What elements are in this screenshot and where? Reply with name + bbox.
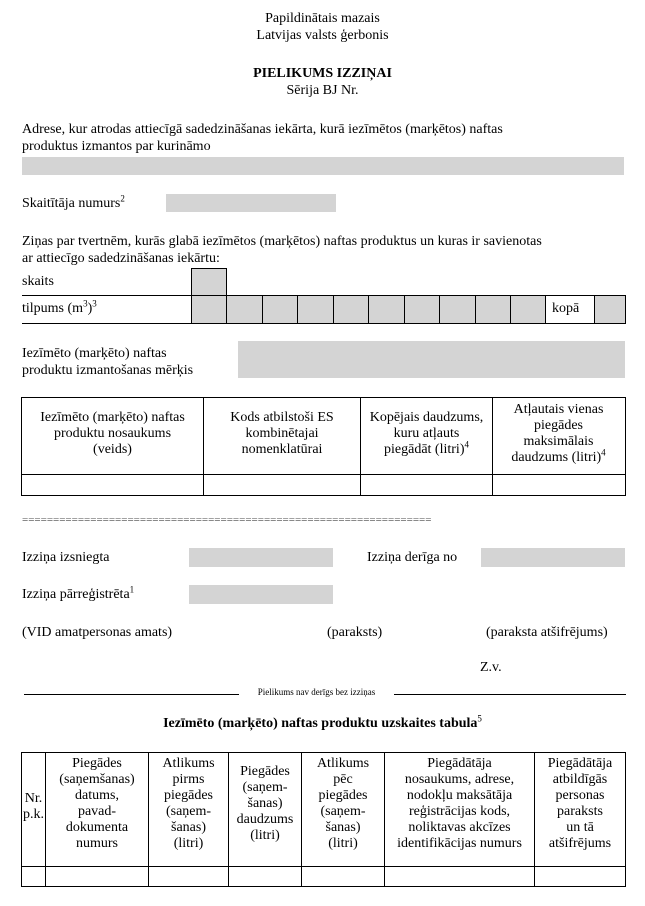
page-title: PIELIKUMS IZZIŅAI [253, 66, 392, 81]
tank-grid-line [368, 296, 369, 323]
col-supplier-signature-header: Piegādātāja atbildīgās personas paraksts un tā atšifrējums [547, 756, 613, 851]
col-balance-after-header: Atlikums pēc piegādes (saņem- šanas) (litri) [316, 756, 370, 851]
tank-grid-line [475, 296, 476, 323]
purpose-label: Iezīmēto (marķēto) naftas produktu izmantošanas mērķis [22, 346, 194, 378]
document-heading [0, 65, 645, 99]
meter-number-field[interactable] [166, 194, 336, 212]
signature-label: (paraksts) [327, 625, 383, 640]
col-product-name-header: Iezīmēto (marķēto) naftas produktu nosaukums (veids) [40, 410, 185, 457]
tank-grid-line [297, 296, 298, 323]
validity-note: Pielikums nav derīgs bez izziņas [257, 687, 376, 697]
address-field[interactable] [22, 157, 624, 175]
valid-from-label: Izziņa derīga no [367, 550, 458, 565]
coat-of-arms-line1: Papildinātais mazais [265, 11, 380, 26]
address-label: Adrese, kur atrodas attiecīgā sadedzināšanas iekārta, kurā iezīmētos (marķētos) naftas produktus izmantos par kurināmo [22, 122, 503, 154]
reregistered-date-field[interactable] [189, 585, 333, 604]
tank-grid-line [510, 296, 511, 323]
tank-count-field[interactable] [191, 268, 226, 295]
tank-count-label: skaits [22, 274, 54, 289]
accounting-table-title: Iezīmēto (marķēto) naftas produktu uzskaites tabula$^5$ [163, 713, 482, 731]
col-cn-code-header: Kods atbilstoši ES kombinētajai nomenklatūrai [230, 410, 334, 457]
tank-bottom-border [22, 323, 626, 324]
col-balance-before-header: Atlikums pirms piegādes (saņem- šanas) (litri) [162, 756, 215, 851]
tank-grid-line [404, 296, 405, 323]
tank-row-divider [22, 295, 626, 296]
issued-label: Izziņa izsniegta [22, 550, 110, 565]
validity-note-line-right [394, 694, 626, 695]
tank-grid-line [439, 296, 440, 323]
valid-from-field[interactable] [481, 548, 625, 567]
tank-grid-line [594, 296, 595, 323]
products-table-row-divider [21, 474, 625, 475]
separator-line: ================================================================== [22, 514, 432, 526]
col-total-amount-header: Kopējais daudzums, kuru atļauts piegādāt (litri)$^4$ [369, 410, 484, 457]
series-number: Sērija BJ Nr. [286, 83, 359, 98]
coat-of-arms-line2: Latvijas valsts ģerbonis [256, 28, 389, 43]
meter-label: Skaitītāja numurs$^2$ [22, 193, 125, 211]
col-delivery-date-header: Piegādes (saņemšanas) datums, pavad- dokumenta numurs [59, 756, 135, 851]
tank-grid-line [625, 296, 626, 323]
tank-grid-line [226, 268, 227, 323]
col-supplier-header: Piegādātāja nosaukums, adrese, nodokļu maksātāja reģistrācijas kods, noliktavas akcīzes identifikācijas numurs [397, 756, 522, 851]
col-nr-header: Nr. p.k. [23, 791, 44, 822]
validity-note-line-left [24, 694, 239, 695]
tank-grid-line [262, 296, 263, 323]
tank-grid-line [545, 296, 546, 323]
tanks-info-label: Ziņas par tvertnēm, kurās glabā iezīmētos (marķētos) naftas produktus un kuras ir savienotas ar attiecīgo sadedzināšanas iekārtu: [22, 234, 542, 266]
reregistered-label: Izziņa pārreģistrēta$^1$ [22, 584, 135, 602]
tank-count-top-border [191, 268, 226, 269]
coat-of-arms-note [0, 10, 645, 44]
issued-date-field[interactable] [189, 548, 333, 567]
purpose-field[interactable] [238, 341, 625, 378]
signature-decoding-label: (paraksta atšifrējums) [486, 625, 608, 640]
tank-grid-line [191, 268, 192, 323]
col-max-delivery-header: Atļautais vienas piegādes maksimālais daudzums (litri)$^4$ [511, 402, 606, 465]
stamp-label: Z.v. [480, 660, 502, 675]
official-position-label: (VID amatpersonas amats) [22, 625, 173, 640]
tank-total-label: kopā [552, 301, 580, 316]
tank-total-field[interactable] [594, 296, 625, 323]
tank-volume-label: tilpums $(m^3)^3$ [22, 298, 97, 316]
col-delivery-amount-header: Piegādes (saņem- šanas) daudzums (litri) [236, 764, 294, 843]
tank-grid-line [333, 296, 334, 323]
